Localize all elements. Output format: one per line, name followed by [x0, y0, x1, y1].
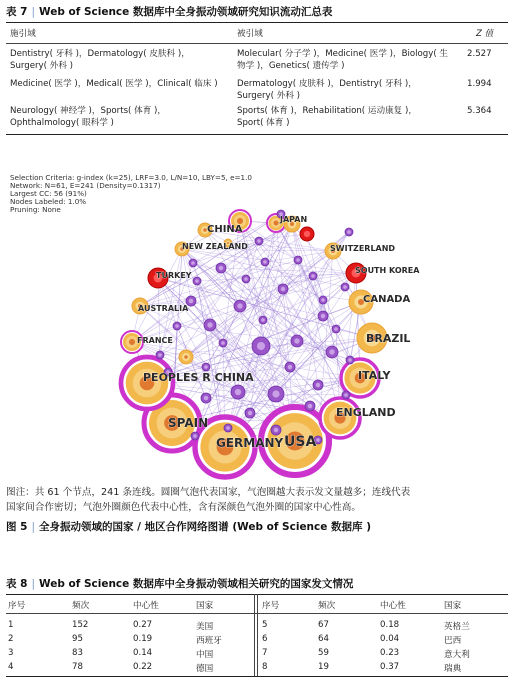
country-node — [278, 284, 288, 294]
country-node — [291, 335, 303, 347]
country-node — [294, 256, 302, 264]
figure5-caption — [6, 519, 371, 534]
table7-label: 表 7 — [6, 6, 28, 18]
country-node — [201, 393, 211, 403]
label-england: ENGLAND — [336, 406, 396, 419]
country-node — [242, 275, 250, 283]
table7-header-cited: 被引域 — [237, 29, 263, 39]
table8-cell: 5 — [262, 620, 268, 630]
country-node — [285, 362, 295, 372]
table8-cell: 美国 — [196, 622, 214, 632]
figure5-note — [6, 485, 511, 515]
table8-header-cell: 序号 — [8, 601, 26, 611]
table8-cell: 7 — [262, 648, 268, 658]
table8-header-cell: 国家 — [444, 601, 462, 611]
table8-cell: 8 — [262, 662, 268, 672]
country-node — [271, 425, 281, 435]
table7-header-z: Z 值 — [476, 29, 494, 39]
meta-line: Pruning: None — [10, 205, 61, 214]
table8-header-cell: 中心性 — [133, 601, 159, 611]
collaboration-link — [197, 273, 356, 281]
table8-cell: 0.37 — [380, 662, 400, 672]
table8-cell: 0.19 — [133, 634, 153, 644]
table8-cell: 巴西 — [444, 636, 462, 646]
collaboration-link — [193, 263, 360, 378]
country-node — [305, 401, 315, 411]
table8-cell: 152 — [72, 620, 89, 630]
country-node — [319, 296, 327, 304]
table8-cell: 59 — [318, 648, 329, 658]
table8-cell: 2 — [8, 634, 14, 644]
cell-line: Sport( 体育 ) — [237, 118, 290, 128]
cell-line: Dentistry( 牙科 )，Dermatology( 皮肤科 )， — [10, 49, 190, 59]
table8-header-cell: 国家 — [196, 601, 214, 611]
label-switzerland: SWITZERLAND — [330, 244, 396, 253]
country-node — [245, 408, 255, 418]
label-japan: JAPAN — [280, 215, 308, 224]
table7-title: Web of Science 数据库中全身振动领域研究知识流动汇总表 — [39, 6, 333, 18]
label-south-korea: SOUTH KOREA — [355, 266, 420, 275]
cell-line: Ophthalmology( 眼科学 ) — [10, 118, 114, 128]
label-spain: SPAIN — [168, 416, 209, 430]
meta-line: Largest CC: 56 (91%) — [10, 189, 87, 198]
label-italy: ITALY — [358, 369, 391, 382]
table8-cell: 意大利 — [444, 650, 470, 660]
caption-separator: | — [31, 521, 36, 533]
label-china: CHINA — [207, 224, 243, 235]
table8-header-cell: 中心性 — [380, 601, 406, 611]
country-node — [341, 283, 349, 291]
table8-divider-right — [257, 594, 258, 676]
label-germany: GERMANY — [216, 436, 284, 450]
country-node — [300, 227, 314, 241]
meta-line: Network: N=61, E=241 (Density=0.1317) — [10, 181, 161, 190]
table8-cell: 19 — [318, 662, 329, 672]
table8-cell: 英格兰 — [444, 622, 470, 632]
table8-cell: 0.23 — [380, 648, 400, 658]
cell-line: Dermatology( 皮肤科 )，Dentistry( 牙科 )， — [237, 79, 417, 89]
table7-row2-z: 1.994 — [467, 79, 492, 89]
country-node — [313, 380, 323, 390]
figure5-label: 图 5 — [6, 521, 28, 533]
country-node — [345, 228, 353, 236]
country-node — [318, 311, 328, 321]
label-canada: CANADA — [363, 294, 411, 305]
label-peoples-r-china: PEOPLES R CHINA — [143, 371, 254, 384]
label-usa: USA — [284, 434, 317, 450]
table8-cell: 64 — [318, 634, 329, 644]
table8-header-cell: 频次 — [318, 601, 336, 611]
country-node — [255, 237, 263, 245]
table7-row3-z: 5.364 — [467, 106, 492, 116]
collaboration-link — [132, 241, 259, 342]
country-node — [156, 351, 164, 359]
table8-caption — [6, 576, 353, 591]
country-node — [268, 386, 284, 402]
country-node — [261, 258, 269, 266]
caption-separator: | — [31, 6, 36, 18]
country-node — [259, 316, 267, 324]
table8-cell: 0.14 — [133, 648, 153, 658]
table8-header-cell: 序号 — [262, 601, 280, 611]
country-node — [309, 272, 317, 280]
table8-cell: 78 — [72, 662, 83, 672]
table8-cell: 95 — [72, 634, 83, 644]
caption-separator: | — [31, 578, 36, 590]
cell-line: 物学 )，Genetics( 遗传学 ) — [237, 61, 345, 71]
country-node — [231, 385, 245, 399]
label-australia: AUSTRALIA — [138, 304, 189, 313]
cell-line: Surgery( 外科 ) — [10, 61, 74, 71]
country-node — [326, 346, 338, 358]
country-node — [204, 319, 216, 331]
cell-line: Medicine( 医学 )，Medical( 医学 )，Clinical( 临床 ) — [10, 79, 218, 89]
country-node — [342, 391, 350, 399]
cell-line: Surgery( 外科 ) — [237, 91, 301, 101]
label-brazil: BRAZIL — [366, 332, 411, 345]
cell-line: Molecular( 分子学 )，Medicine( 医学 )，Biology( 生 — [237, 49, 448, 59]
table8-cell: 83 — [72, 648, 83, 658]
note-line: 国家间合作密切；气泡外圈颜色代表中心性，含有深颜色气泡外圈的国家中心性高。 — [6, 502, 361, 513]
table8-cell: 0.18 — [380, 620, 400, 630]
table7-header-citing: 施引域 — [10, 29, 36, 39]
table8-cell: 中国 — [196, 650, 214, 660]
country-node — [332, 325, 340, 333]
country-node — [252, 337, 270, 355]
country-node — [189, 259, 197, 267]
table7-row1-z: 2.527 — [467, 49, 492, 59]
label-new-zealand: NEW ZEALAND — [182, 242, 248, 251]
label-turkey: TURKEY — [156, 271, 192, 280]
meta-line: Selection Criteria: g-index (k=25), LRF=3.0, L/N=10, LBY=5, e=1.0 — [10, 173, 252, 182]
country-node — [179, 350, 193, 364]
table8-bottom-rule — [6, 676, 508, 677]
table8-cell: 德国 — [196, 664, 214, 674]
country-node — [216, 263, 226, 273]
collaboration-link — [265, 262, 297, 341]
table8-cell: 1 — [8, 620, 14, 630]
country-node — [191, 432, 199, 440]
table8-cell: 6 — [262, 634, 268, 644]
note-line: 图注：共 61 个节点，241 条连线。圆圈气泡代表国家，气泡圈越大表示发文量越多；连线代表 — [6, 487, 411, 498]
table8-cell: 4 — [8, 662, 14, 672]
country-node — [193, 277, 201, 285]
country-node — [173, 322, 181, 330]
table8-cell: 0.27 — [133, 620, 153, 630]
table8-header-cell: 频次 — [72, 601, 90, 611]
table8-cell: 瑞典 — [444, 664, 462, 674]
country-node — [202, 363, 210, 371]
collaboration-link — [276, 394, 346, 395]
table8-label: 表 8 — [6, 578, 28, 590]
table8-cell: 0.04 — [380, 634, 400, 644]
table8-title: Web of Science 数据库中全身振动领域相关研究的国家发文情况 — [39, 578, 354, 590]
table8-cell: 3 — [8, 648, 14, 658]
table8-cell: 67 — [318, 620, 329, 630]
country-node — [219, 339, 227, 347]
cell-line: Sports( 体育 )，Rehabilitation( 运动康复 )， — [237, 106, 417, 116]
table8-cell: 西班牙 — [196, 636, 222, 646]
table8-divider-left — [254, 594, 255, 676]
figure5-title: 全身振动领域的国家 / 地区合作网络图谱 (Web of Science 数据库 ) — [39, 521, 371, 533]
cell-line: Neurology( 神经学 )，Sports( 体育 )， — [10, 106, 166, 116]
meta-line: Nodes Labeled: 1.0% — [10, 197, 87, 206]
country-node — [224, 424, 232, 432]
country-node — [234, 300, 246, 312]
table8-cell: 0.22 — [133, 662, 153, 672]
country-node — [346, 356, 354, 364]
label-france: FRANCE — [137, 336, 173, 345]
